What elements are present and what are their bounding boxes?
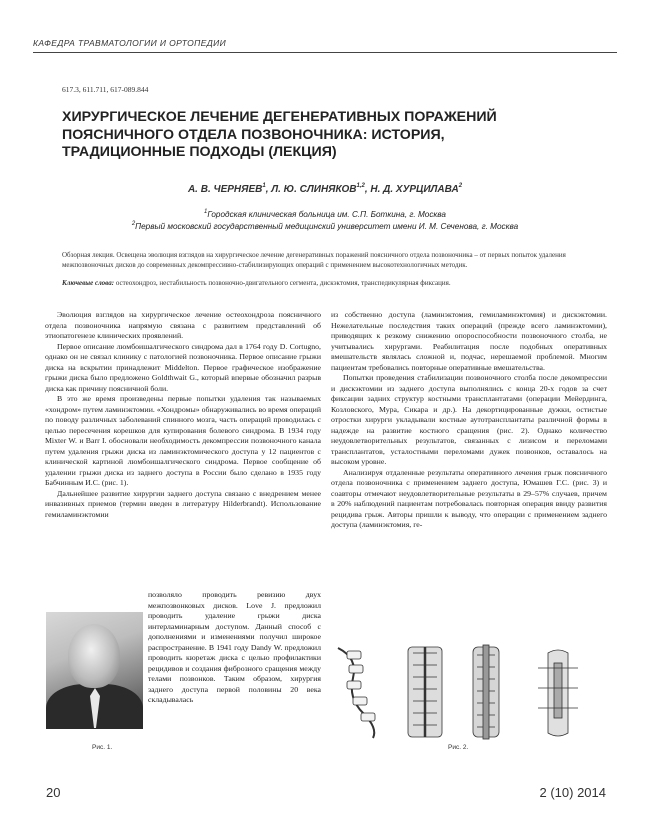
author-1-sup: 1	[262, 183, 266, 189]
figure-1-caption: Рис. 1.	[92, 744, 113, 751]
spine-drawing-2	[408, 647, 442, 737]
udc-code: 617.3, 611.711, 617-089.844	[62, 85, 149, 94]
author-list: А. В. ЧЕРНЯЕВ$^1$, Л. Ю. СЛИНЯКОВ$^{1,2}$, Н. Д. ХУРЦИЛАВА$^2$	[187, 183, 463, 195]
author-2: Л. Ю. СЛИНЯКОВ	[271, 184, 357, 195]
affiliation-2	[0, 222, 650, 231]
affiliation-1-text: Городская клиническая больница им. С.П. Боткина, г. Москва	[207, 210, 446, 219]
header-rule	[33, 52, 617, 53]
affiliation-1-sup: 1	[204, 209, 208, 215]
spine-drawing-3	[473, 645, 499, 739]
paragraph: из собственно доступа (ламинэктомия, гемиламинэктомия) и дискэктомии. Нежелательные последствия таких операций (прежде всего ламинэктомии), приводящих к резкому снижению опороспособности позвоночного столба, не учитывались хирургами. Реабилитация после подобных оперативных вмешательств являлась сложной и, подчас, нерешаемой проблемой. Многим пациентам требовались повторные оперативные вмешательства.	[331, 310, 607, 372]
author-3: Н. Д. ХУРЦИЛАВА	[370, 184, 459, 195]
portrait-photo	[46, 612, 143, 729]
keywords-text: остеохондроз, нестабильность позвоночно-двигательного сегмента, дискэктомия, транспедикулярная фиксация.	[114, 279, 451, 287]
author-3-sup: 2	[458, 183, 463, 189]
spine-fusion-illustration	[333, 643, 603, 741]
paragraph: Анализируя отдаленные результаты оперативного лечения грыж поясничного отдела позвоночника с применением заднего доступа, Юмашев Г.С. (рис. 3) и соавторы отмечают неудовлетворительные результаты в 29–57% случаев, причем в 20% наблюдений пациентам потребовалась повторная операция ввиду развития рецидива грыж. Авторы пришли к выводу, что операции с применением заднего доступа (ламинэктомия, ге-	[331, 467, 607, 529]
article-title	[62, 109, 582, 162]
left-column	[45, 310, 321, 520]
paragraph: Эволюция взглядов на хирургическое лечение остеохондроза поясничного отдела позвоночника напрямую связана с развитием представлений об этиопатогенезе клинических проявлений.	[45, 310, 321, 340]
author-2-sup: 1,2	[356, 183, 365, 189]
affiliation-2-text: Первый московский государственный медицинский университет имени И. М. Сеченова, г. Москва	[135, 222, 519, 231]
right-column	[331, 310, 607, 531]
spine-drawing-4	[538, 650, 578, 736]
abstract: Обзорная лекция. Освещена эволюция взглядов на хирургическое лечение дегенеративных поражений поясничного отдела позвоночника – от первых попыток удаления межпозвоночных дисков до современных декомпрессивно-стабилизирующих операций с применением высокотехнологичных методик.	[62, 251, 566, 269]
page-number: 20	[46, 785, 61, 800]
portrait-face	[68, 624, 120, 688]
title-line-3: ТРАДИЦИОННЫЕ ПОДХОДЫ (ЛЕКЦИЯ)	[62, 144, 337, 160]
journal-section-header: КАФЕДРА ТРАВМАТОЛОГИИ И ОРТОПЕДИИ	[33, 38, 227, 48]
paragraph: В это же время произведены первые попытки удаления так называемых «хондром» путем ламинэктомии. «Хондромы» обнаруживались во время операций по поводу различных заболеваний спинного мозга, часть операций проводилась с целью пересечения корешков для купирования болевого синдрома. В 1934 году Mixter W. и Barr I. обосновали необходимость декомпрессии позвоночного канала путем удаления грыжи диска из ламинэктомического доступа у 12 пациентов с клинической картиной люмбоишалгического синдрома. Первое сообщение об удалении грыжи диска из заднего доступа в России было сделано в 1935 году Бабчинным И.С. (рис. 1).	[45, 394, 321, 487]
paragraph: Дальнейшее развитие хирургии заднего доступа связано с внедрением менее инвазивных приемов (термин введен в литературу Hilderbrandt). Использование гемиламинэктомии	[45, 488, 321, 519]
keywords-label: Ключевые слова:	[62, 279, 115, 287]
affiliation-1	[0, 210, 650, 219]
paragraph: Первое описание люмбоишалгического синдрома дал в 1764 году D. Cortugno, однако он не связал клинику с патологией позвоночника. Первое описание грыжи диска на вскрытии принадлежит Middelton. Первое графическое изображение грыжи диска было предложено Goldthwait G., который впервые обозначил разрыв диска как причину поясничной боли.	[45, 341, 321, 393]
spine-drawing-1	[338, 648, 375, 738]
keywords	[62, 279, 602, 287]
title-line-1: ХИРУРГИЧЕСКОЕ ЛЕЧЕНИЕ ДЕГЕНЕРАТИВНЫХ ПОРАЖЕНИЙ	[62, 109, 497, 125]
paragraph: Попытки проведения стабилизации позвоночного столба после декомпрессии и дискэктомии из заднего доступа выполнялись с конца 20-х годов за счет фиксации задних структур костными трансплантатами (операции Мейердинга, Козловского, Мура, Сикара и др.). На декортицированные дужки, остистые отростки хирурги укладывали костные аутотрансплантаты различной формы в надежде на развитие костного сращения (рис. 2). Однако количество неудовлетворительных результатов, связанных с лизисом и переломами трансплантатов, усталостными переломами дужек позвонков, оставалось на высоком уровне.	[331, 373, 607, 466]
figure-2-caption: Рис. 2.	[448, 744, 469, 751]
affiliation-2-sup: 2	[131, 221, 136, 227]
issue-number: 2 (10) 2014	[539, 785, 606, 800]
author-1: А. В. ЧЕРНЯЕВ	[187, 184, 263, 195]
figure-wrap-paragraph: позволяло проводить ревизию двух межпозвонковых дисков. Love J. предложил проводить удаление грыжи диска интерламинарным доступом. Данный способ с дополнениями и изменениями получил широкое распространение. В 1941 году Dandy W. предложил проводить кюретаж диска с целью профилактики рецидивов и создания фиброзного сращения между телами позвонков. Таким образом, хирургия заднего доступа первой половины 20 века складывалась	[148, 590, 321, 704]
title-line-2: ПОЯСНИЧНОГО ОТДЕЛА ПОЗВОНОЧНИКА: ИСТОРИЯ,	[62, 126, 445, 143]
